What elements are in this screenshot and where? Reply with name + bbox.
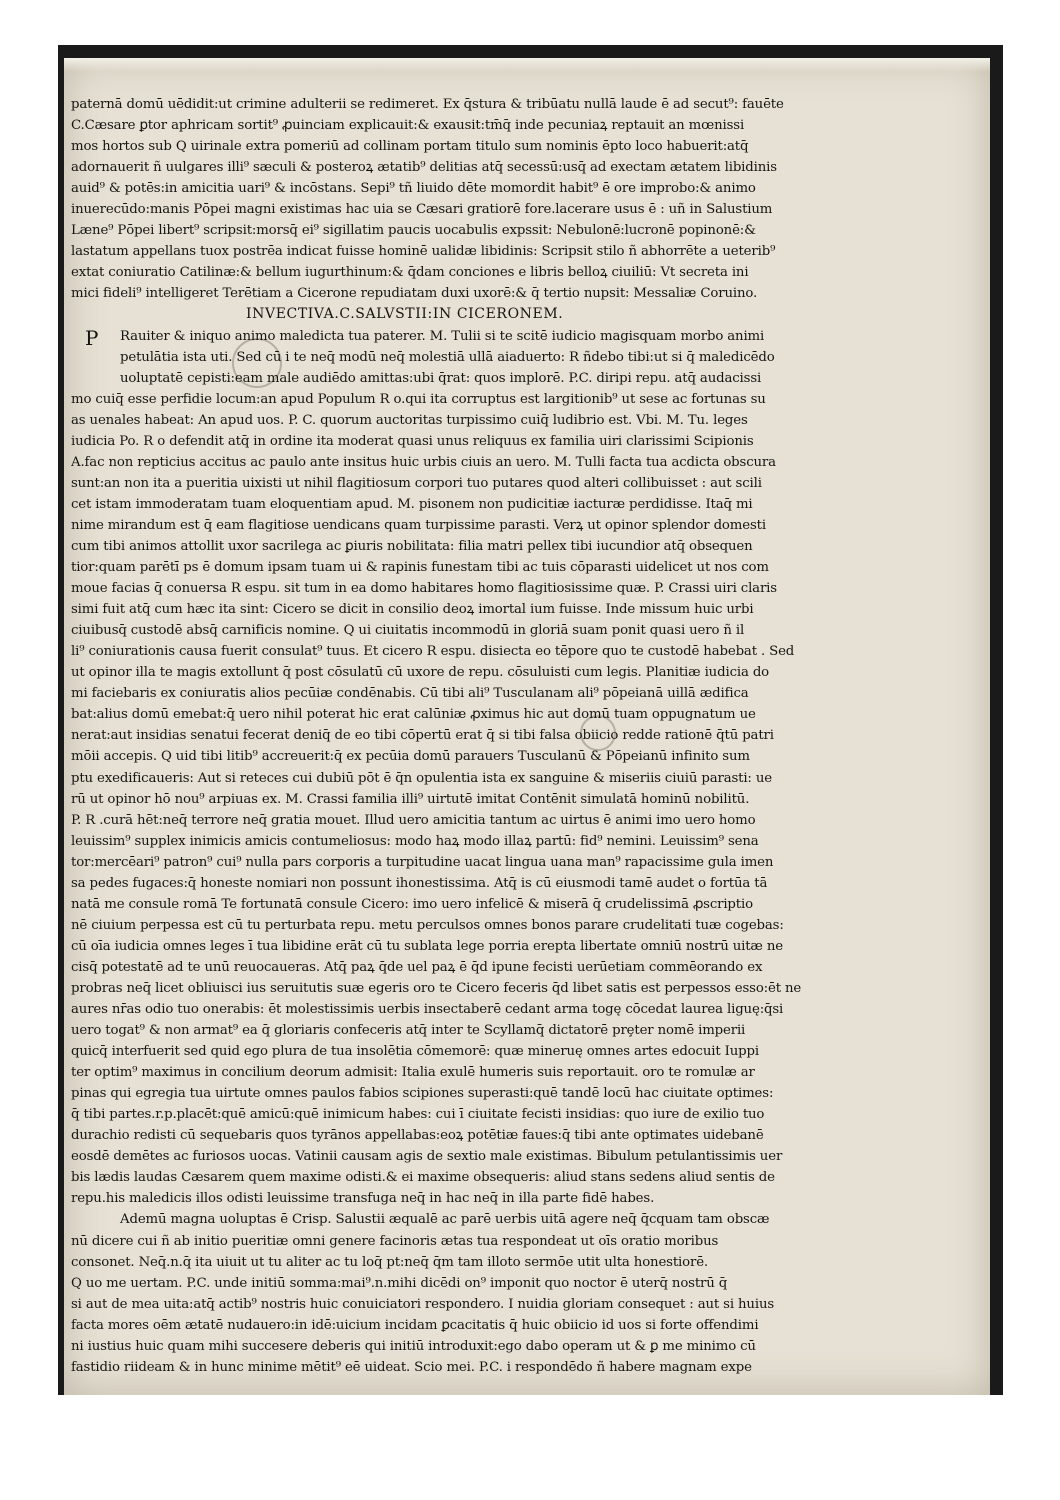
text-line: ut opinor illa te magis extollunt q̄ post cōsulatū cū uxore de repu. cōsuluisti cum legis. Planitiæ iudicia do — [71, 665, 770, 681]
text-line: A.fac non repticius accitus ac paulo ante insitus huic urbis ciuis an uero. M. Tulli facta tua acdicta obscura — [71, 454, 776, 470]
text-line: tor:mercēari⁹ patron⁹ cui⁹ nulla pars corporis a turpitudine uacat lingua uana man⁹ rapacissime gula imen — [71, 854, 774, 870]
text-line: as uenales habeat: An apud uos. P. C. quorum auctoritas turpissimo cuiq̄ ludibrio est. Vbi. M. Tu. leges — [71, 412, 748, 428]
text-line: rū ut opinor hō nou⁹ arpiuas ex. M. Crassi familia illi⁹ uirtutē imitat Contēnit simulatā hominū nobilitū. — [71, 791, 750, 807]
text-line: sa pedes fugaces:q̄ honeste nomiari non possunt ihonestissima. Atq̄ is cū eiusmodi tamē audet o fortūa tā — [71, 875, 768, 891]
text-line: paternā domū uēdidit:ut crimine adulterii se redimeret. Ex q̄stura & tribūatu nullā laude ē ad secut⁹: fauēte — [71, 97, 784, 112]
text-line: facta mores oēm ætatē nudauero:in idē:uicium incidam ꝑcacitatis q̄ huic obiicio id uos si forte offendimi — [71, 1317, 759, 1333]
invective-lines — [71, 326, 851, 1210]
text-line: simi fuit atq̄ cum hæc ita sint: Cicero se dicit in consilio deoꝝ imortal ium fuisse. Inde missum huic urbi — [71, 602, 754, 618]
text-line: C.Cæsare ꝑtor aphricam sortit⁹ ꝓuinciam explicauit:& exausit:tm̄q̄ inde pecuniaꝝ reptauit an mœnissi — [71, 118, 745, 134]
text-line: adornauerit ñ uulgares illi⁹ sæculi & posteroꝝ ætatib⁹ delitias atq̄ secessū:usq̄ ad exectam ætatem libidinis — [71, 160, 777, 176]
text-line: petulātia ista uti. Sed cū i te neq̄ modū neq̄ molestiā ullā aiaduerto: R ñdebo tibi:ut si q̄ maledicēdo — [120, 349, 775, 365]
text-block — [71, 94, 851, 1378]
text-line: uero togat⁹ & non armat⁹ ea q̄ gloriaris confeceris atq̄ inter te Scyllamq̄ dictatorē prȩter nomē imperii — [71, 1023, 746, 1039]
text-line: sunt:an non ita a pueritia uixisti ut nihil flagitiosum corpori tuo putares quod alteri collibuisset : aut scili — [71, 475, 762, 491]
text-line: uoluptatē cepisti:eam male audiēdo amittas:ubi q̄rat: quos implorē. P.C. diripi repu. atq̄ audacissi — [120, 370, 762, 386]
text-line: mōii accepis. Q uid tibi litib⁹ accreuerit:q̄ ex pecūia domū parauers Tusculanū & Pōpeianū infinito sum — [71, 749, 750, 765]
text-line: moue facias q̄ conuersa R espu. sit tum in ea domo habitares homo flagitiosissime quæ. P. Crassi uiri claris — [71, 581, 777, 597]
drop-initial-letter: P — [85, 326, 99, 350]
text-line: mi faciebaris ex coniuratis alios pecūiæ condēnabis. Cū tibi ali⁹ Tusculanam ali⁹ pōpeianā uillā ædifica — [71, 686, 749, 702]
text-line: consonet. Neq̄.n.q̄ ita uiuit ut tu aliter ac tu loq̄ pt:neq̄ q̄m tam illoto sermōe utit ulta honestiorē. — [71, 1254, 709, 1270]
text-line: nū dicere cui ñ ab initio pueritiæ omni genere facinoris ætas tua respondeat ut oīs oratio moribus — [71, 1233, 719, 1249]
text-line: natā me consule romā Te fortunatā consule Cicero: imo uero infelicē & miserā q̄ crudelissimā ꝓscriptio — [71, 896, 753, 912]
text-line: cisq̄ potestatē ad te unū reuocaueras. Atq̄ paꝝ q̄de uel paꝝ ē q̄d ipune fecisti uerūetiam commēorando ex — [71, 959, 763, 975]
text-line: ptu exedificaueris: Aut si reteces cui dubiū pōt ē q̄n opulentia ista ex sanguine & miseriis ciuiū parasti: ue — [71, 770, 772, 786]
text-line: quicq̄ interfuerit sed quid ego plura de tua insolētia cōmemorē: quæ mineruę omnes artes edocuit Iuppi — [71, 1044, 759, 1060]
section-heading: INVECTIVA.C.SALVSTII:IN CICERONEM. — [246, 306, 564, 323]
text-line: ciuibusq̄ custodē absq̄ carnificis nomine. Q ui ciuitatis incommodū in gloriā suam ponit quasi uero ñ il — [71, 623, 745, 639]
text-line: cū oīa iudicia omnes leges ī tua libidine erāt cū tu sublata lege porria erepta libertate omniū nostrū uitæ ne — [71, 938, 783, 954]
text-line: si aut de mea uita:atq̄ actib⁹ nostris huic conuiciatori respondero. I nuidia gloriam consequet : aut si huius — [71, 1296, 775, 1312]
text-line: q̄ tibi partes.r.p.placēt:quē amicū:quē inimicum habes: cui ī ciuitate fecisti insidias: quo iure de exilio tuo — [71, 1107, 765, 1123]
text-line: mos hortos sub Q uirinale extra pomeriū ad collinam portam titulo sum nominis ēpto loco habuerit:atq̄ — [71, 139, 749, 155]
text-line: durachio redisti cū sequebaris quos tyrānos appellabas:eoꝝ potētiæ faues:q̄ tibi ante optimates uidebanē — [71, 1128, 764, 1144]
text-line: probras neq̄ licet obliuisci ius seruitutis suæ egeris oro te Cicero feceris q̄d libet satis est perpessos esso:ēt ne — [71, 980, 802, 996]
text-line: nime mirandum est q̄ eam flagitiose uendicans quam turpissime parasti. Verꝝ ut opinor splendor domesti — [71, 517, 766, 533]
text-line: repu.his maledicis illos odisti leuissime transfuga neq̄ in hac neq̄ in illa parte fidē habes. — [71, 1191, 655, 1207]
text-line: inuerecūdo:manis Pōpei magni existimas hac uia se Cæsari gratiorē fore.lacerare usus ē : uñ in Salustium — [71, 202, 773, 218]
preface-lines — [71, 94, 851, 304]
text-line: ter optim⁹ maximus in concilium deorum admisit: Italia exulē humeris suis reportauit. oro te romulæ ar — [71, 1065, 755, 1081]
response-lines — [71, 1209, 851, 1377]
text-line: Q uo me uertam. P.C. unde initiū somma:mai⁹.n.mihi dicēdi on⁹ imponit quo noctor ē uterq̄ nostrū q̄ — [71, 1275, 728, 1291]
text-line: Læne⁹ Pōpei libert⁹ scripsit:morsq̄ ei⁹ sigillatim paucis uocabulis expssit: Nebulonē:lucronē popinonē:& — [71, 223, 756, 239]
text-line: cum tibi animos attollit uxor sacrilega ac ꝑiuris nobilitata: filia matri pellex tibi iucundior atq̄ obsequen — [71, 538, 753, 554]
text-line: ni iustius huic quam mihi succesere deberis qui initiū introduxit:ego dabo operam ut & ꝑ me minimo cū — [71, 1338, 756, 1354]
text-line: aures nr̄as odio tuo onerabis: ēt molestissimis uerbis insectaberē cedant arma togę cōcedat laurea liguę:q̄si — [71, 1002, 784, 1018]
text-line: cet istam immoderatam tuam eloquentiam apud. M. pisonem non pudicitiæ iacturæ perdidisse. Itaq̄ mi — [71, 496, 753, 512]
text-line: mici fideli⁹ intelligeret Terētiam a Cicerone repudiatam duxi uxorē:& q̄ tertio nupsit: Messaliæ Coruino. — [71, 286, 758, 302]
text-line: auid⁹ & potēs:in amicitia uari⁹ & incōstans. Sepi⁹ tñ liuido dēte momordit habit⁹ ē ore improbo:& animo — [71, 181, 756, 197]
text-line: Ademū magna uoluptas ē Crisp. Salustii æqualē ac parē uerbis uitā agere neq̄ q̄cquam tam obscæ — [120, 1212, 770, 1228]
text-line: bat:alius domū emebat:q̄ uero nihil poterat hic erat calūniæ ꝓximus hic aut domū tuam oppugnatum ue — [71, 707, 756, 723]
page-bottom-margin — [58, 1395, 1003, 1401]
text-line: nerat:aut insidias senatui fecerat deniq̄ de eo tibi cōpertū erat q̄ si tibi falsa obiicio redde rationē q̄tū patri — [71, 728, 774, 744]
text-line: nē ciuium perpessa est cū tu perturbata repu. metu perculsos omnes bonos parare crudelitati tuæ cogebas: — [71, 917, 784, 933]
text-line: iudicia Po. R o defendit atq̄ in ordine ita moderat quasi unus reliquus ex familia uiri clarissimi Scipionis — [71, 433, 754, 449]
text-line: P. R .curā hēt:neq̄ terrore neq̄ gratia mouet. Illud uero amicitia tantum ac uirtus ē animi imo uero homo — [71, 812, 756, 828]
text-line: tior:quam parētī ps ē domum ipsam tuam ui & rapinis funestam tibi ac tuis cōparasti uidelicet ut nos com — [71, 560, 769, 576]
text-line: mo cuiq̄ esse perfidie locum:an apud Populum R o.qui ita corruptus est largitionib⁹ ut sese ac fortunas su — [71, 391, 766, 407]
text-line: fastidio riideam & in hunc minime mētit⁹ eē uideat. Scio mei. P.C. i respondēdo ñ habere magnam expe — [71, 1359, 752, 1375]
text-line: li⁹ coniurationis causa fuerit consulat⁹ tuus. Et cicero R espu. disiecta eo tēpore quo te custodē habebat . Sed — [71, 644, 795, 660]
text-line: Rauiter & iniquo animo maledicta tua paterer. M. Tulii si te scitē iudicio magisquam morbo animi — [120, 328, 765, 344]
text-line: extat coniuratio Catilinæ:& bellum iugurthinum:& q̄dam conciones e libris belloꝝ ciuiliū: Vt secreta ini — [71, 265, 749, 281]
text-line: pinas qui egregia tua uirtute omnes paulos fabios scipiones superasti:quē tandē locū hac ciuitate optimes: — [71, 1086, 774, 1102]
text-line: leuissim⁹ supplex inimicis amicis contumeliosus: modo haꝝ modo illaꝝ partū: fid⁹ nemini. Leuissim⁹ sena — [71, 833, 759, 849]
text-line: bis lædis laudas Cæsarem quem maxime odisti.& ei maxime obsequeris: aliud stans sedens aliud sentis de — [71, 1170, 775, 1186]
text-line: eosdē demētes ac furiosos uocas. Vatinii causam agis de sextio male existimas. Bibulum petulantissimis uer — [71, 1149, 783, 1165]
text-line: lastatum appellans tuox postrēa indicat fuisse hominē ualidæ libidinis: Scripsit stilo ñ abhorrēte a ueterib⁹ — [71, 244, 776, 260]
